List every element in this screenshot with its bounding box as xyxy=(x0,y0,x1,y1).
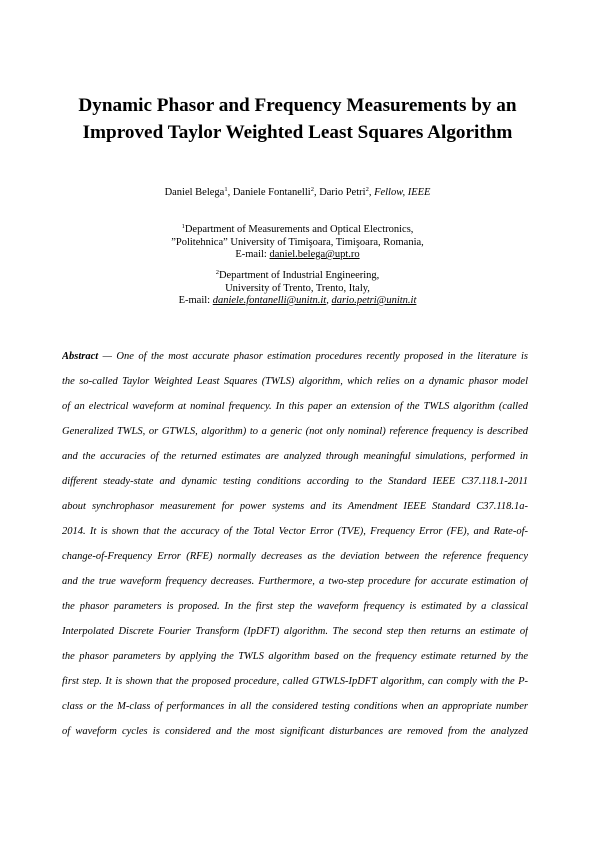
abstract-line: about synchrophasor measurement for power systems and its Amendment IEEE Standard C37.118.1a- xyxy=(62,501,528,512)
abstract-line: different steady-state and dynamic testing conditions according to the Standard IEEE C37.118.1-2011 xyxy=(62,476,528,487)
affiliation-2 xyxy=(0,267,595,308)
abstract-line xyxy=(62,350,528,375)
author-list xyxy=(0,183,595,199)
author-separator: , xyxy=(227,187,233,198)
author-name: Dario Petri xyxy=(319,187,366,198)
author-separator: , xyxy=(313,187,320,198)
author-title: Fellow, IEEE xyxy=(374,187,431,198)
abstract-line: of an electrical waveform at nominal frequency. In this paper an extension of the TWLS algorithm (called xyxy=(62,401,528,412)
author-separator: , xyxy=(368,187,375,198)
abstract-line: the so-called Taylor Weighted Least Squares (TWLS) algorithm, which relies on a dynamic phasor model xyxy=(62,376,528,387)
abstract-line: of waveform cycles is considered and the most significant disturbances are removed from the analyzed xyxy=(62,726,528,737)
email-link[interactable]: daniel.belega@upt.ro xyxy=(269,249,360,260)
title-line-2: Improved Taylor Weighted Least Squares Algorithm xyxy=(82,122,513,143)
abstract xyxy=(62,350,528,750)
abstract-line: class or the M-class of performances in all the considered testing conditions when an appropriate number xyxy=(62,701,528,712)
affiliation-marker: 1 xyxy=(224,186,228,193)
affiliation-marker: 2 xyxy=(365,186,369,193)
department-text: Department of Industrial Engineering, xyxy=(218,270,380,281)
affiliation-department xyxy=(0,221,595,237)
abstract-heading: Abstract xyxy=(62,351,99,362)
email-separator: , xyxy=(326,295,332,306)
department-text: Department of Measurements and Optical Electronics, xyxy=(184,224,414,235)
email-link[interactable]: dario.petri@unitn.it xyxy=(331,295,417,306)
affiliation-university: ”Politehnica” University of Timişoara, Timişoara, Romania, xyxy=(171,236,424,248)
affiliation-email xyxy=(0,249,595,262)
affiliation-department xyxy=(0,267,595,283)
email-link[interactable]: daniele.fontanelli@unitn.it xyxy=(212,295,327,306)
affiliation-email xyxy=(0,295,595,308)
abstract-line: and the true waveform frequency decreases. Furthermore, a two-step procedure for accurate estimation of xyxy=(62,576,528,587)
abstract-line: the phasor parameters by applying the TWLS algorithm based on the frequency estimate returned by the xyxy=(62,651,528,662)
author-name: Daniel Belega xyxy=(164,187,225,198)
affiliation-university: University of Trento, Trento, Italy, xyxy=(225,282,370,294)
affiliation-1 xyxy=(0,221,595,262)
abstract-line: Interpolated Discrete Fourier Transform (IpDFT) algorithm. The second step then returns an estimate of xyxy=(62,626,528,637)
abstract-line: first step. It is shown that the proposed procedure, called GTWLS-IpDFT algorithm, can comply with the P- xyxy=(62,676,528,687)
abstract-line: and the accuracies of the returned estimates are analyzed through meaningful simulations, performed in xyxy=(62,451,528,462)
email-label: E-mail: xyxy=(235,249,270,260)
author-name: Daniele Fontanelli xyxy=(232,187,311,198)
paper-title xyxy=(40,92,555,146)
affiliation-marker: 1 xyxy=(181,223,185,230)
title-line-1: Dynamic Phasor and Frequency Measurements by an xyxy=(78,95,517,116)
abstract-line: the phasor parameters is proposed. In the first step the waveform frequency is estimated by a classical xyxy=(62,601,528,612)
email-label: E-mail: xyxy=(178,295,213,306)
abstract-line: change-of-Frequency Error (RFE) normally decreases as the deviation between the reference frequency xyxy=(62,551,528,562)
affiliation-marker: 2 xyxy=(310,186,314,193)
abstract-line-text: — One of the most accurate phasor estimation procedures recently proposed in the literature is xyxy=(98,351,528,362)
abstract-line: Generalized TWLS, or GTWLS, algorithm) to a generic (not only nominal) reference frequency is described xyxy=(62,426,528,437)
affiliation-marker: 2 xyxy=(215,269,219,276)
abstract-line: 2014. It is shown that the accuracy of the Total Vector Error (TVE), Frequency Error (FE), and Rate-of- xyxy=(62,526,528,537)
